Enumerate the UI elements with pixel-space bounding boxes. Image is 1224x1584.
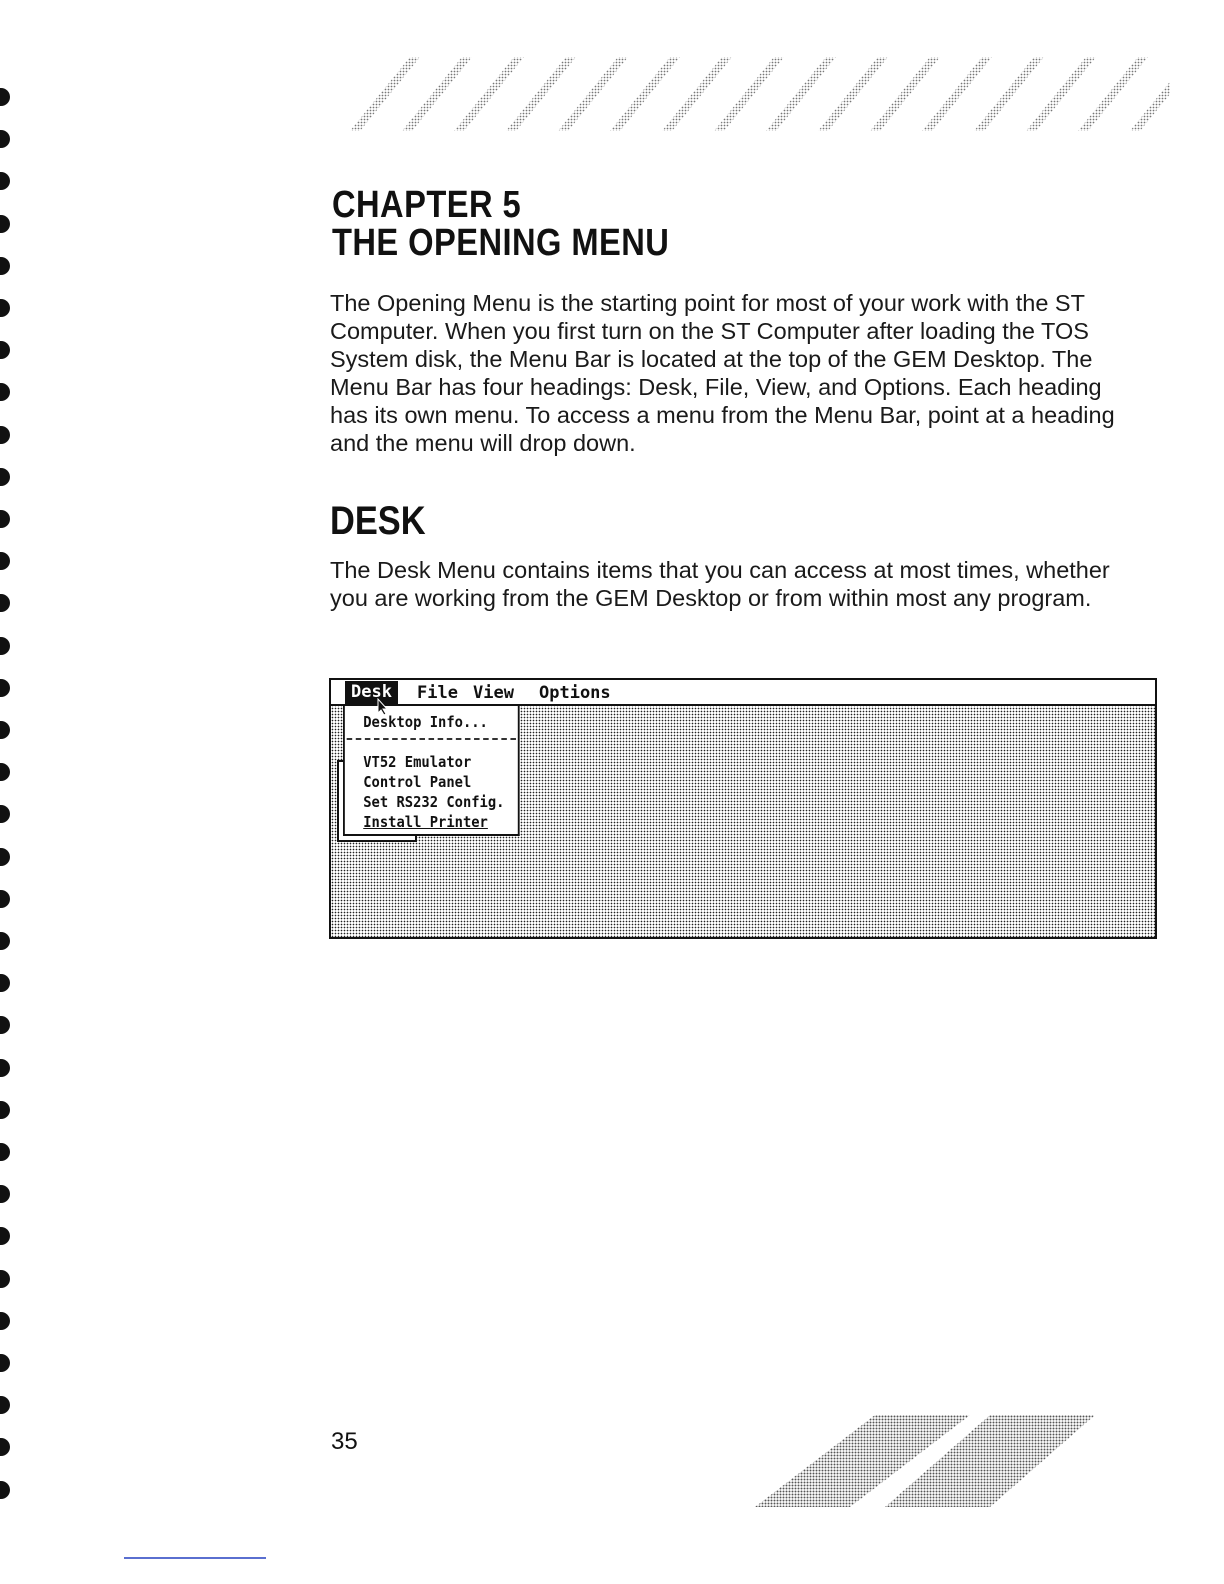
- binding-hole: [0, 1101, 10, 1119]
- menu-view[interactable]: View: [473, 683, 514, 703]
- binding-hole: [0, 172, 10, 190]
- binding-hole: [0, 426, 10, 444]
- bottom-rule: [124, 1557, 266, 1559]
- stripe: [714, 57, 784, 131]
- stripe: [662, 57, 732, 131]
- stripe: [350, 57, 420, 131]
- stripe: [818, 57, 888, 131]
- chapter-title: [332, 186, 669, 262]
- spiral-binding: [0, 80, 16, 1500]
- menu-options[interactable]: Options: [539, 683, 611, 703]
- binding-hole: [0, 1354, 10, 1372]
- binding-hole: [0, 974, 10, 992]
- desk-paragraph: The Desk Menu contains items that you can access at most times, whether you are working from the GEM Desktop or from within most any program.: [330, 557, 1110, 611]
- binding-hole: [0, 257, 10, 275]
- binding-hole: [0, 763, 10, 781]
- binding-hole: [0, 88, 10, 106]
- top-stripe-decoration: [330, 55, 1170, 135]
- binding-hole: [0, 848, 10, 866]
- binding-hole: [0, 805, 10, 823]
- binding-hole: [0, 1059, 10, 1077]
- binding-hole: [0, 1481, 10, 1499]
- binding-hole: [0, 637, 10, 655]
- gem-desktop-screenshot: [329, 678, 1157, 939]
- binding-hole: [0, 679, 10, 697]
- stripe: [974, 57, 1044, 131]
- binding-hole: [0, 1396, 10, 1414]
- binding-hole: [0, 552, 10, 570]
- binding-hole: [0, 594, 10, 612]
- binding-hole: [0, 1438, 10, 1456]
- binding-hole: [0, 1143, 10, 1161]
- binding-hole: [0, 299, 10, 317]
- binding-hole: [0, 1185, 10, 1203]
- chapter-name: THE OPENING MENU: [332, 222, 670, 264]
- binding-hole: [0, 1227, 10, 1245]
- binding-hole: [0, 510, 10, 528]
- stripe: [610, 57, 680, 131]
- menu-item-install-printer[interactable]: Install Printer: [363, 813, 488, 831]
- stripe: [402, 57, 472, 131]
- stripe: [1078, 57, 1148, 131]
- binding-hole: [0, 215, 10, 233]
- desk-dropdown-menu: [343, 706, 520, 836]
- stripe: [506, 57, 576, 131]
- stripe: [870, 57, 940, 131]
- menu-item-control-panel[interactable]: Control Panel: [363, 773, 472, 791]
- stripe: [922, 57, 992, 131]
- stripe: [454, 57, 524, 131]
- stripe: [766, 57, 836, 131]
- mouse-pointer-icon: [377, 698, 389, 716]
- menu-item-set-rs232-config[interactable]: Set RS232 Config.: [363, 793, 505, 811]
- menu-file[interactable]: File: [417, 683, 458, 703]
- chapter-number: CHAPTER 5: [332, 184, 522, 226]
- intro-paragraph: The Opening Menu is the starting point for most of your work with the ST Computer. When you first turn on the ST Computer after loading the TOS System disk, the Menu Bar is located at the top of the GEM Desktop. The Menu Bar has four headings: Desk, File, View, and Options. Each heading has its own menu. To access a menu from the Menu Bar, point at a heading and the menu will drop down.: [330, 290, 1115, 456]
- menu-separator: [347, 738, 516, 740]
- menu-item-desktop-info[interactable]: Desktop Info...: [363, 713, 488, 731]
- binding-hole: [0, 890, 10, 908]
- menu-desk[interactable]: Desk: [345, 681, 398, 705]
- bottom-stripe-decoration: [755, 1415, 1095, 1507]
- binding-hole: [0, 721, 10, 739]
- binding-hole: [0, 468, 10, 486]
- binding-hole: [0, 341, 10, 359]
- menu-bar: [331, 680, 1155, 706]
- binding-hole: [0, 383, 10, 401]
- desk-heading: DESK: [330, 499, 426, 543]
- page-number: 35: [331, 1428, 358, 1455]
- binding-hole: [0, 130, 10, 148]
- stripe: [1026, 57, 1096, 131]
- stripe: [558, 57, 628, 131]
- binding-hole: [0, 1270, 10, 1288]
- binding-hole: [0, 1312, 10, 1330]
- menu-item-vt52-emulator[interactable]: VT52 Emulator: [363, 753, 472, 771]
- binding-hole: [0, 1016, 10, 1034]
- binding-hole: [0, 932, 10, 950]
